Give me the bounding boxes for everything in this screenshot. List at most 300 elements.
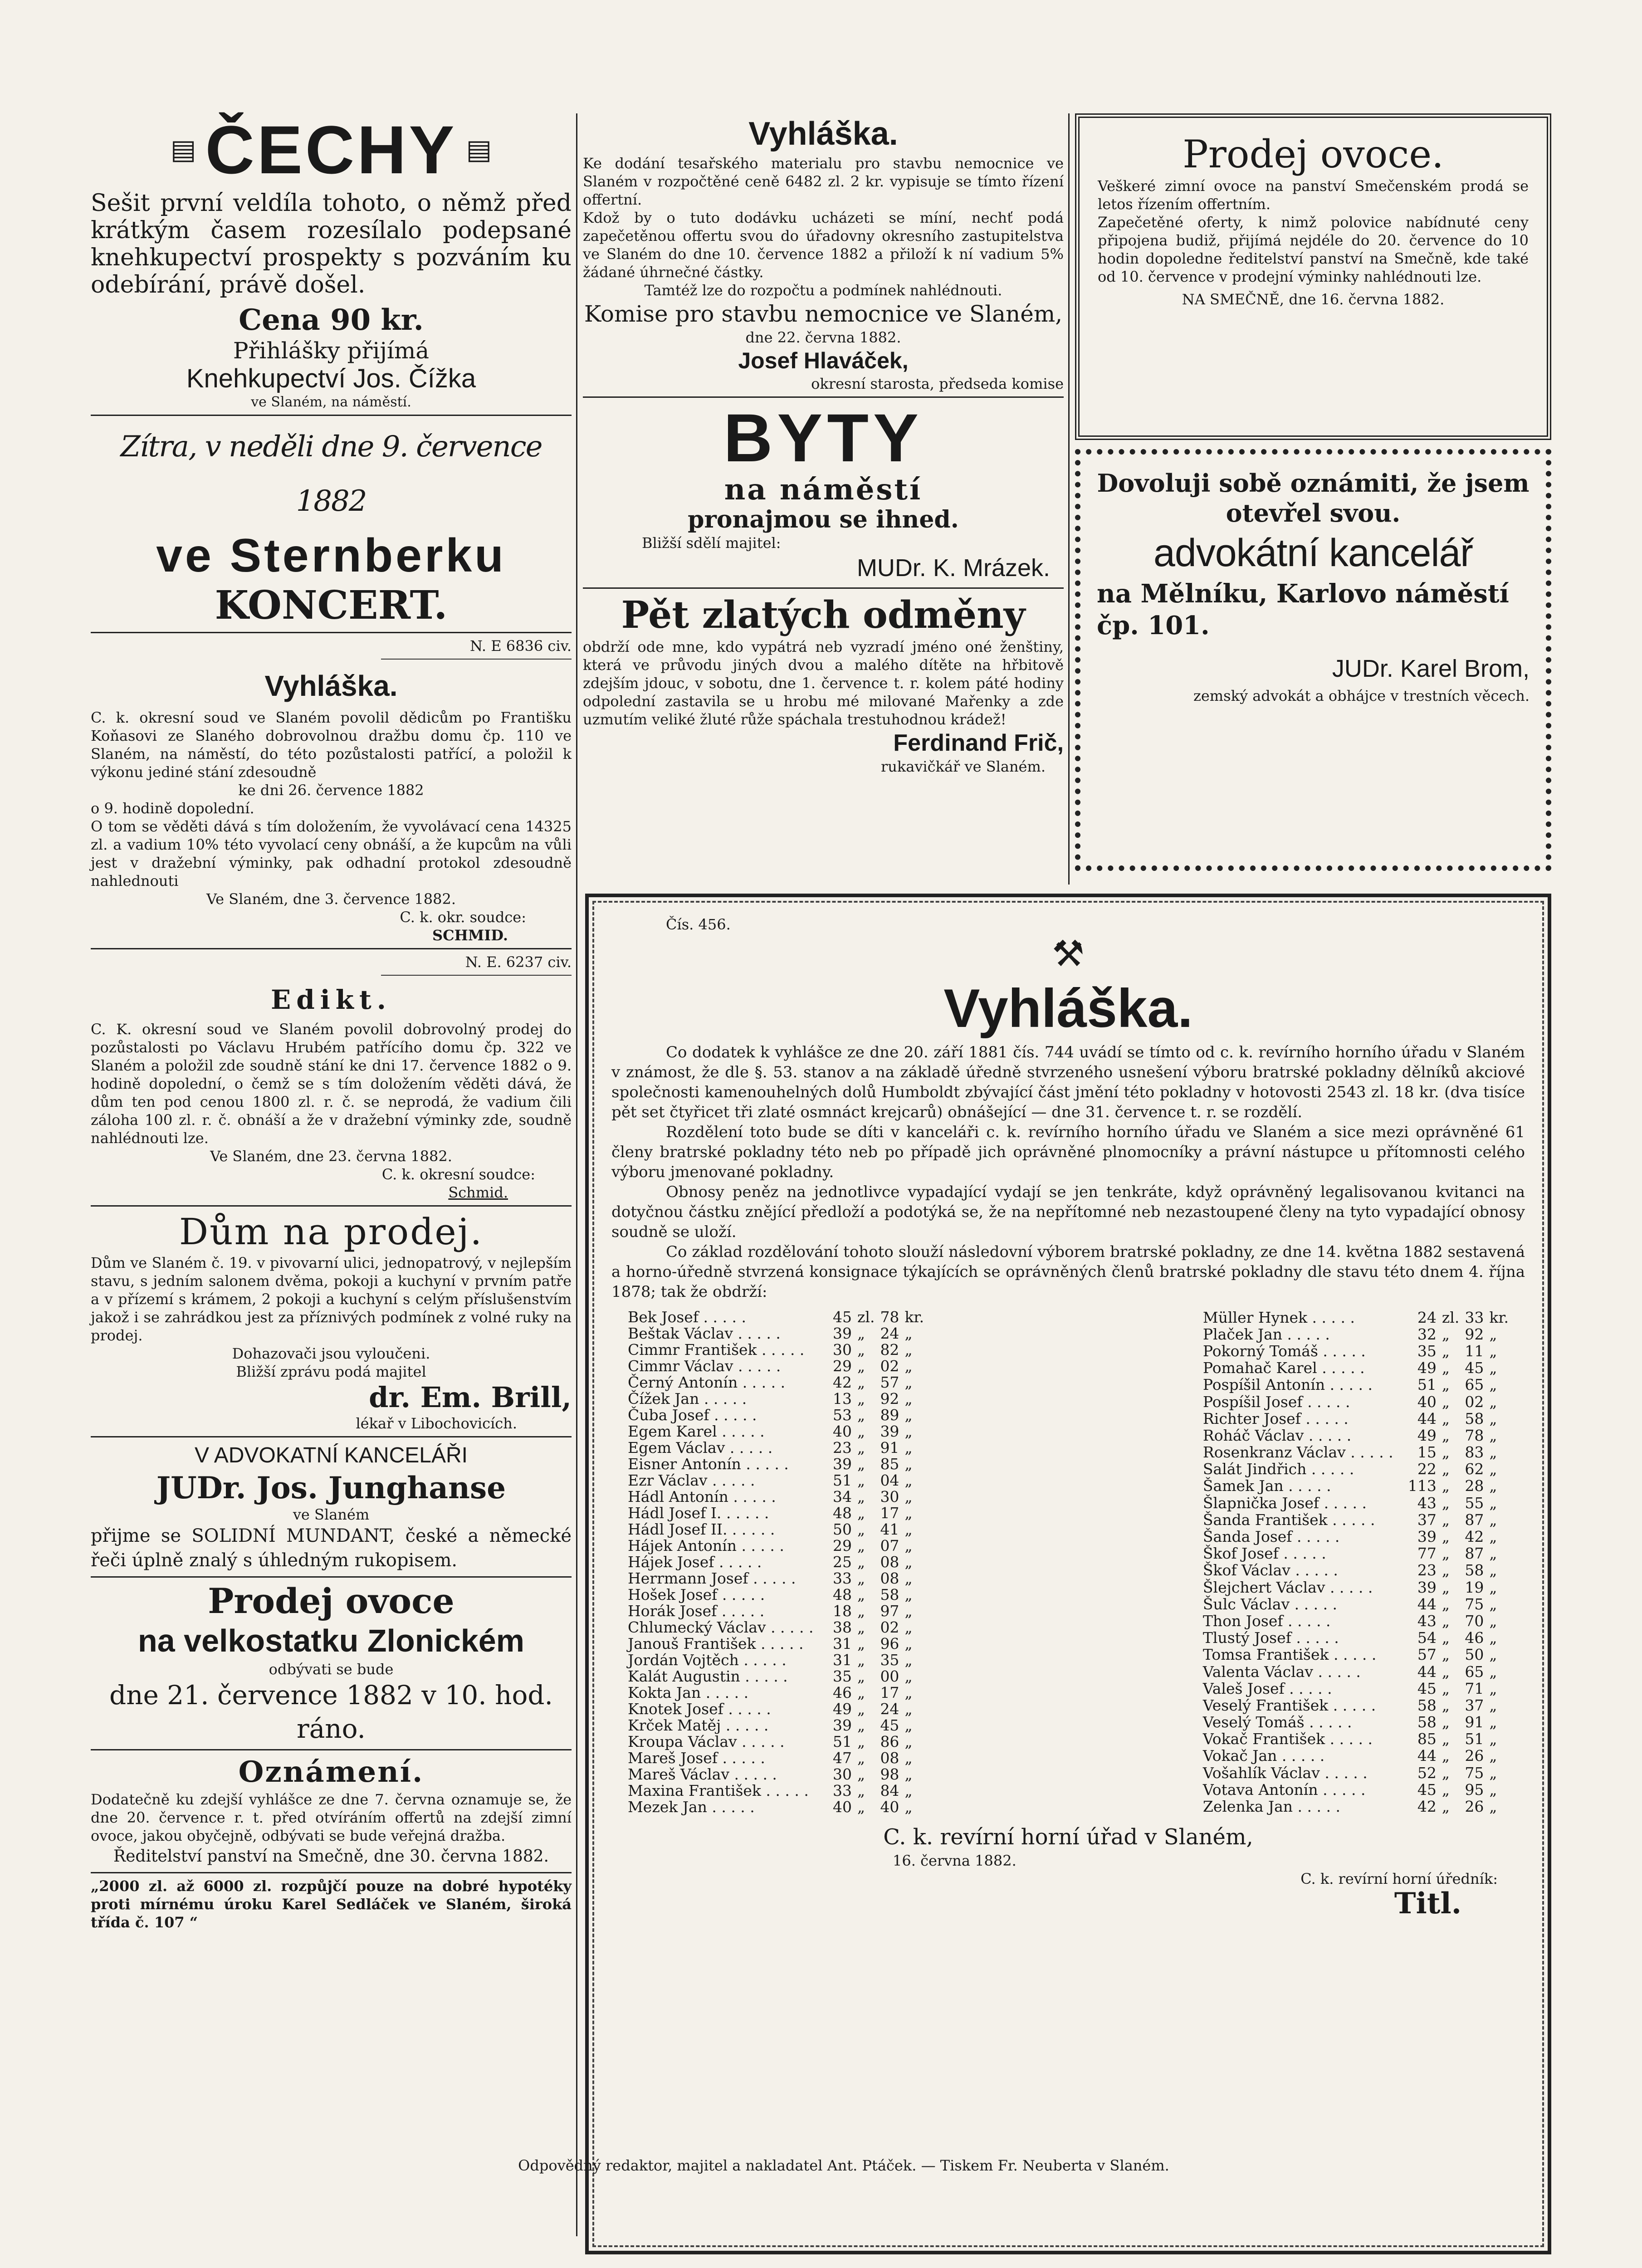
hospital-role: okresní starosta, předseda komise bbox=[811, 375, 1064, 392]
member-zl: 42 bbox=[1417, 1798, 1437, 1816]
member-unit-kr: „ bbox=[1489, 1342, 1497, 1360]
concert-date: Zítra, v neděli dne 9. července 1882 bbox=[120, 430, 542, 518]
member-unit-kr: „ bbox=[1489, 1443, 1497, 1461]
member-unit-kr: „ bbox=[1489, 1629, 1497, 1647]
member-row bbox=[1200, 1444, 1511, 1461]
member-row bbox=[625, 1472, 927, 1489]
house-owner-role: lékař v Libochovicích. bbox=[356, 1415, 517, 1432]
member-row bbox=[1200, 1798, 1511, 1815]
member-kr: 07 bbox=[880, 1537, 899, 1554]
notice-judge: C. k. okr. soudce: bbox=[400, 909, 526, 926]
announcement-title: Oznámení. bbox=[238, 1755, 424, 1789]
member-unit-zl: „ bbox=[857, 1782, 865, 1799]
member-zl: 44 bbox=[1417, 1409, 1437, 1427]
member-zl: 45 bbox=[1417, 1780, 1437, 1799]
member-row bbox=[1200, 1511, 1511, 1528]
member-row bbox=[1200, 1781, 1511, 1798]
member-row bbox=[625, 1505, 927, 1521]
notice-signed: Ve Slaném, dne 3. července 1882. bbox=[206, 890, 456, 908]
member-row bbox=[1200, 1360, 1511, 1377]
lawyer-place: ve Slaném bbox=[293, 1506, 370, 1523]
member-unit-zl: „ bbox=[857, 1341, 865, 1359]
edict-judge-name: Schmid. bbox=[448, 1184, 508, 1201]
hospital-text-3: Tamtéž lze do rozpočtu a podmínek nahlédnouti. bbox=[644, 282, 1002, 299]
announcement-text: Dodatečně ku zdejší vyhlášce ze dne 7. června oznamuje se, že dne 20. července r. t. před otvíráním offertů na zdejší zimní ovoce, jakou obyčejně, odbývati se bude veřejná dražba. bbox=[91, 1791, 572, 1844]
member-kr: 97 bbox=[880, 1602, 899, 1620]
mining-date: 16. června 1882. bbox=[893, 1852, 1016, 1869]
newspaper-page bbox=[91, 113, 1551, 2268]
flats-ad bbox=[583, 401, 1064, 584]
member-row bbox=[625, 1734, 927, 1750]
member-unit-kr: kr. bbox=[904, 1308, 924, 1326]
member-name: Škof Václav . . . . . bbox=[1202, 1561, 1338, 1579]
member-zl: 39 bbox=[833, 1325, 852, 1342]
fruit-place: na velkostatku Zlonickém bbox=[138, 1623, 524, 1658]
member-kr: 45 bbox=[1465, 1359, 1484, 1377]
member-kr: 87 bbox=[1465, 1510, 1484, 1529]
member-zl: 18 bbox=[833, 1602, 852, 1620]
member-name: Janouš František . . . . . bbox=[628, 1635, 804, 1652]
member-unit-kr: „ bbox=[1489, 1359, 1497, 1377]
member-kr: 91 bbox=[1465, 1713, 1484, 1731]
member-zl: 49 bbox=[1417, 1426, 1437, 1444]
member-unit-kr: „ bbox=[1489, 1477, 1497, 1495]
member-name: Müller Hynek . . . . . bbox=[1202, 1308, 1355, 1326]
column-rule-1 bbox=[576, 113, 577, 2236]
member-unit-zl: „ bbox=[857, 1684, 865, 1701]
member-zl: 51 bbox=[833, 1733, 852, 1750]
brom-intro: Dovoluji sobě oznámiti, že jsem otevřel svou. bbox=[1097, 469, 1530, 528]
member-unit-kr: „ bbox=[1489, 1325, 1497, 1343]
member-unit-zl: „ bbox=[1442, 1325, 1450, 1343]
member-unit-kr: „ bbox=[904, 1520, 913, 1538]
member-name: Pokorný Tomáš . . . . . bbox=[1202, 1342, 1366, 1360]
member-unit-zl: „ bbox=[857, 1602, 865, 1620]
member-zl: 48 bbox=[833, 1504, 852, 1522]
member-name: Bek Josef . . . . . bbox=[628, 1308, 746, 1326]
hospital-notice bbox=[583, 113, 1064, 393]
member-zl: 31 bbox=[833, 1635, 852, 1652]
divider bbox=[91, 1205, 572, 1207]
member-row bbox=[625, 1783, 927, 1799]
member-row bbox=[625, 1521, 927, 1538]
member-unit-zl: „ bbox=[1442, 1393, 1450, 1411]
member-unit-kr: „ bbox=[904, 1374, 913, 1391]
member-kr: 24 bbox=[880, 1325, 899, 1342]
concert-ad bbox=[91, 420, 572, 628]
brom-name: JUDr. Karel Brom, bbox=[1332, 655, 1530, 682]
member-kr: 62 bbox=[1465, 1460, 1484, 1478]
brom-role: zemský advokát a obhájce v trestních věcech. bbox=[1193, 687, 1530, 704]
member-name: Beštak Václav . . . . . bbox=[628, 1325, 781, 1342]
member-unit-zl: „ bbox=[1442, 1764, 1450, 1782]
divider bbox=[91, 948, 572, 949]
flats-title: BYTY bbox=[723, 400, 924, 476]
footer-imprint: Odpovědný redaktor, majitel a nakladatel Ant. Ptáček. — Tiskem Fr. Neuberta v Slaném. bbox=[518, 2157, 1169, 2174]
member-unit-zl: „ bbox=[857, 1586, 865, 1603]
member-row bbox=[625, 1309, 927, 1325]
member-unit-kr: „ bbox=[1489, 1561, 1497, 1579]
column-left bbox=[91, 113, 572, 1931]
member-kr: 08 bbox=[880, 1569, 899, 1587]
member-name: Tomsa František . . . . . bbox=[1202, 1646, 1377, 1664]
member-unit-zl: „ bbox=[1442, 1510, 1450, 1529]
cechy-text: Sešit první veldíla tohoto, o němž před krátkým časem rozesílalo podepsané knehkupectví prospekty s pozváním ku odebírání, právě došel. bbox=[91, 190, 572, 298]
member-kr: 02 bbox=[880, 1357, 899, 1375]
member-name: Egem Václav . . . . . bbox=[628, 1439, 773, 1457]
notice-time: o 9. hodině dopolední. bbox=[91, 800, 254, 817]
member-kr: 58 bbox=[880, 1586, 899, 1603]
member-row bbox=[1200, 1613, 1511, 1629]
member-zl: 33 bbox=[833, 1569, 852, 1587]
member-kr: 65 bbox=[1465, 1376, 1484, 1394]
notice-text-2: O tom se věděti dává s tím doložením, že vyvolávací cena 14325 zl. a vadium 10% této vyvolací ceny obnáší, a že kupcům na vůli jest v dražební výminky, pak odhadní protokol zdesoudně nahlednouti bbox=[91, 818, 572, 890]
member-zl: 52 bbox=[1417, 1764, 1437, 1782]
reward-text: obdrží ode mne, kdo vypátrá neb vyzradí jméno oné ženštiny, která ve průvodu jiných dvou a malého dítěte na hřbitově zdejším jdouc, v sobotu, dne 1. července t. r. kolem páté hodiny odpolední zastavila se u hrobu mé milované Mařenky a zde uzmutím veliké žluté růže spáchala trestuhodnou krádež! bbox=[583, 638, 1064, 728]
brom-lawyer-ad bbox=[1075, 449, 1551, 871]
member-name: Rosenkranz Václav . . . . . bbox=[1202, 1443, 1393, 1461]
member-zl: 23 bbox=[833, 1439, 852, 1457]
edict-ref: N. E. 6237 civ. bbox=[465, 953, 572, 971]
concert-title: KONCERT. bbox=[215, 582, 448, 628]
hospital-title: Vyhláška. bbox=[748, 116, 898, 152]
member-zl: 13 bbox=[833, 1390, 852, 1408]
loan-ad bbox=[91, 1877, 572, 1931]
member-row bbox=[625, 1603, 927, 1619]
member-zl: 39 bbox=[1417, 1528, 1437, 1546]
member-unit-zl: „ bbox=[857, 1357, 865, 1375]
member-unit-zl: „ bbox=[857, 1716, 865, 1734]
member-row bbox=[1200, 1680, 1511, 1697]
divider bbox=[91, 1749, 572, 1750]
divider bbox=[91, 1576, 572, 1578]
member-row bbox=[625, 1652, 927, 1668]
member-kr: 17 bbox=[880, 1684, 899, 1701]
member-unit-zl: „ bbox=[1442, 1713, 1450, 1731]
member-row bbox=[1200, 1377, 1511, 1393]
member-unit-kr: „ bbox=[904, 1602, 913, 1620]
member-unit-zl: „ bbox=[1442, 1646, 1450, 1664]
lawyer-name: JUDr. Jos. Junghanse bbox=[156, 1470, 506, 1505]
divider bbox=[91, 632, 572, 633]
member-unit-kr: „ bbox=[1489, 1747, 1497, 1765]
member-name: Černý Antonín . . . . . bbox=[628, 1374, 786, 1391]
house-info: Bližší zprávu podá majitel bbox=[236, 1363, 426, 1380]
edict-signed: Ve Slaném, dne 23. června 1882. bbox=[210, 1148, 452, 1165]
member-kr: 75 bbox=[1465, 1764, 1484, 1782]
member-unit-kr: „ bbox=[1489, 1528, 1497, 1546]
member-row bbox=[625, 1456, 927, 1472]
member-unit-zl: „ bbox=[857, 1471, 865, 1489]
member-unit-kr: „ bbox=[1489, 1578, 1497, 1596]
member-unit-kr: „ bbox=[904, 1357, 913, 1375]
member-kr: 33 bbox=[1465, 1308, 1484, 1326]
mining-office: C. k. revírní horní úřad v Slaném, bbox=[883, 1824, 1253, 1850]
hospital-committee: Komise pro stavbu nemocnice ve Slaném, bbox=[584, 301, 1063, 327]
hospital-text: Ke dodání tesařského materialu pro stavbu nemocnice ve Slaném v rozpočtěné ceně 6482 zl. 2 kr. vypisuje se tímto řízení offertní. bbox=[583, 155, 1064, 208]
member-zl: 48 bbox=[833, 1586, 852, 1603]
member-row bbox=[625, 1407, 927, 1423]
member-row bbox=[1200, 1596, 1511, 1613]
house-text: Dům ve Slaném č. 19. v pivovarní ulici, jednopatrový, v nejlepším stavu, s jedním salonem dvěma, pokoji a kuchyní v prvním patře a v přízemí s krámem, 2 pokoji a kuchyní s celým příslušenstvím jakož i se zahrádkou jest za příznivých podmínek z volné ruky na prodej. bbox=[91, 1254, 572, 1344]
member-name: Šlejchert Václav . . . . . bbox=[1202, 1578, 1373, 1596]
member-zl: 44 bbox=[1417, 1662, 1437, 1681]
member-name: Hádl Josef I. . . . . . bbox=[628, 1504, 769, 1522]
member-unit-kr: „ bbox=[904, 1733, 913, 1750]
member-row bbox=[625, 1440, 927, 1456]
column-right bbox=[1075, 113, 1551, 871]
member-kr: 98 bbox=[880, 1765, 899, 1783]
member-unit-zl: „ bbox=[857, 1439, 865, 1457]
member-row bbox=[1200, 1748, 1511, 1765]
member-kr: 42 bbox=[1465, 1528, 1484, 1546]
member-zl: 54 bbox=[1417, 1629, 1437, 1647]
member-row bbox=[1200, 1427, 1511, 1444]
member-unit-zl: „ bbox=[857, 1504, 865, 1522]
member-name: Vokač František . . . . . bbox=[1202, 1730, 1373, 1748]
member-unit-zl: „ bbox=[857, 1733, 865, 1750]
fruit-date: dne 21. července 1882 v 10. hod. ráno. bbox=[109, 1680, 553, 1744]
member-kr: 84 bbox=[880, 1782, 899, 1799]
member-name: Cimmr Václav . . . . . bbox=[628, 1357, 781, 1375]
member-kr: 89 bbox=[880, 1406, 899, 1424]
ornament-right-icon: ▤ bbox=[466, 134, 492, 166]
member-unit-zl: „ bbox=[857, 1537, 865, 1554]
fruit-when: odbývati se bude bbox=[269, 1661, 394, 1678]
member-name: Herrmann Josef . . . . . bbox=[628, 1569, 796, 1587]
member-row bbox=[1200, 1647, 1511, 1663]
member-row bbox=[625, 1374, 927, 1391]
member-unit-kr: „ bbox=[1489, 1696, 1497, 1714]
member-row bbox=[625, 1717, 927, 1734]
member-kr: 50 bbox=[1465, 1646, 1484, 1664]
member-kr: 35 bbox=[880, 1651, 899, 1669]
member-row bbox=[625, 1668, 927, 1685]
mining-notice bbox=[585, 894, 1551, 2254]
member-unit-zl: „ bbox=[857, 1765, 865, 1783]
hospital-name: Josef Hlaváček, bbox=[738, 348, 909, 373]
member-unit-zl: „ bbox=[1442, 1696, 1450, 1714]
cechy-ad bbox=[91, 113, 572, 411]
smecno-fruit-title: Prodej ovoce. bbox=[1183, 132, 1444, 176]
member-name: Vošahlík Václav . . . . . bbox=[1202, 1764, 1368, 1782]
member-unit-kr: „ bbox=[904, 1765, 913, 1783]
member-unit-zl: „ bbox=[1442, 1460, 1450, 1478]
edict-text: C. K. okresní soud ve Slaném povolil dobrovolný prodej do pozůstalosti po Václavu Hrubém patřícího domu čp. 322 ve Slaném a položil zde soudně stání ke dni 17. července 1882 o 9. hodině dopolední, o čemž se s tím doložením věděti dává, že dům ten pod cenou 1800 zl. r. č. se neprodá, že vadium čili záloha 100 zl. r. č. obnáší a že v dražební výminky zde, soudně nahlédnouti lze. bbox=[91, 1021, 572, 1147]
member-row bbox=[625, 1570, 927, 1587]
member-unit-kr: „ bbox=[904, 1488, 913, 1505]
member-zl: 29 bbox=[833, 1357, 852, 1375]
member-unit-kr: „ bbox=[1489, 1376, 1497, 1394]
member-zl: 44 bbox=[1417, 1595, 1437, 1613]
member-kr: 96 bbox=[880, 1635, 899, 1652]
member-kr: 39 bbox=[880, 1422, 899, 1440]
member-unit-kr: „ bbox=[1489, 1426, 1497, 1444]
member-unit-kr: „ bbox=[904, 1782, 913, 1799]
member-row bbox=[625, 1325, 927, 1342]
member-name: Škof Josef . . . . . bbox=[1202, 1545, 1326, 1563]
member-zl: 113 bbox=[1407, 1477, 1437, 1495]
member-name: Pospíšil Antonín . . . . . bbox=[1202, 1376, 1373, 1394]
member-kr: 57 bbox=[880, 1374, 899, 1391]
mining-official: C. k. revírní horní úředník: bbox=[1300, 1870, 1498, 1887]
member-zl: 39 bbox=[833, 1455, 852, 1473]
member-unit-zl: „ bbox=[1442, 1528, 1450, 1546]
member-kr: 65 bbox=[1465, 1662, 1484, 1681]
member-kr: 91 bbox=[880, 1439, 899, 1457]
member-unit-zl: „ bbox=[1442, 1426, 1450, 1444]
column-middle bbox=[583, 113, 1064, 776]
member-row bbox=[1200, 1461, 1511, 1478]
member-unit-zl: „ bbox=[1442, 1679, 1450, 1697]
member-name: Knotek Josef . . . . . bbox=[628, 1700, 771, 1718]
announcement bbox=[91, 1754, 572, 1868]
member-unit-kr: „ bbox=[1489, 1494, 1497, 1512]
member-unit-zl: „ bbox=[1442, 1477, 1450, 1495]
member-unit-zl: „ bbox=[1442, 1443, 1450, 1461]
lawyer-header: V ADVOKATNÍ KANCELÁŘI bbox=[195, 1443, 468, 1467]
member-name: Egem Karel . . . . . bbox=[628, 1422, 765, 1440]
member-name: Vokač Jan . . . . . bbox=[1202, 1747, 1325, 1765]
house-ad bbox=[91, 1210, 572, 1432]
member-zl: 35 bbox=[833, 1667, 852, 1685]
member-zl: 30 bbox=[833, 1341, 852, 1359]
member-zl: 51 bbox=[833, 1471, 852, 1489]
member-unit-zl: „ bbox=[1442, 1561, 1450, 1579]
member-zl: 33 bbox=[833, 1782, 852, 1799]
member-row bbox=[625, 1358, 927, 1374]
edict bbox=[91, 953, 572, 1202]
member-unit-zl: „ bbox=[857, 1553, 865, 1571]
member-unit-zl: zl. bbox=[1442, 1308, 1460, 1326]
reward-ad bbox=[583, 592, 1064, 776]
members-tables bbox=[611, 1309, 1525, 1815]
member-unit-zl: „ bbox=[1442, 1612, 1450, 1630]
member-row bbox=[1200, 1393, 1511, 1410]
member-row bbox=[625, 1619, 927, 1636]
member-unit-zl: „ bbox=[1442, 1629, 1450, 1647]
member-kr: 11 bbox=[1465, 1342, 1484, 1360]
notice-auction bbox=[91, 637, 572, 944]
member-zl: 43 bbox=[1417, 1494, 1437, 1512]
member-name: Šulc Václav . . . . . bbox=[1202, 1595, 1338, 1613]
member-name: Horák Josef . . . . . bbox=[628, 1602, 765, 1620]
member-zl: 40 bbox=[833, 1422, 852, 1440]
member-kr: 08 bbox=[880, 1749, 899, 1767]
member-row bbox=[625, 1636, 927, 1652]
member-zl: 37 bbox=[1417, 1510, 1437, 1529]
member-kr: 04 bbox=[880, 1471, 899, 1489]
member-row bbox=[625, 1342, 927, 1358]
cechy-price: Cena 90 kr. bbox=[239, 303, 424, 337]
member-row bbox=[1200, 1630, 1511, 1647]
member-unit-zl: „ bbox=[857, 1618, 865, 1636]
fruit-title: Prodej ovoce bbox=[208, 1581, 454, 1621]
divider bbox=[583, 396, 1064, 398]
member-kr: 45 bbox=[880, 1716, 899, 1734]
member-unit-zl: „ bbox=[857, 1455, 865, 1473]
lawyer-mundant-ad bbox=[91, 1441, 572, 1573]
member-kr: 71 bbox=[1465, 1679, 1484, 1697]
flats-owner: MUDr. K. Mrázek. bbox=[856, 554, 1050, 582]
member-name: Salát Jindřich . . . . . bbox=[1202, 1460, 1354, 1478]
member-unit-zl: „ bbox=[857, 1488, 865, 1505]
member-unit-kr: „ bbox=[904, 1504, 913, 1522]
member-zl: 39 bbox=[833, 1716, 852, 1734]
member-row bbox=[625, 1554, 927, 1570]
member-name: Pomahač Karel . . . . . bbox=[1202, 1359, 1365, 1377]
member-unit-kr: „ bbox=[1489, 1679, 1497, 1697]
smecno-fruit-text-2: Zapečetěné oferty, k nimž polovice nabídnuté ceny připojena budiž, přijímá nejdéle do 20. července do 10 hodin dopoledne ředitelství panství na Smečně, kde také od 10. července v prodejní výminky nahlédnouti lze. bbox=[1098, 214, 1529, 285]
member-kr: 02 bbox=[880, 1618, 899, 1636]
member-zl: 58 bbox=[1417, 1713, 1437, 1731]
member-zl: 29 bbox=[833, 1537, 852, 1554]
house-title: Dům na prodej. bbox=[179, 1211, 483, 1253]
member-unit-kr: „ bbox=[904, 1537, 913, 1554]
mining-official-name: Titl. bbox=[1394, 1887, 1461, 1921]
cechy-title: ČECHY bbox=[205, 112, 457, 188]
member-name: Šanda Josef . . . . . bbox=[1202, 1528, 1340, 1546]
member-zl: 40 bbox=[1417, 1393, 1437, 1411]
member-unit-kr: „ bbox=[904, 1586, 913, 1603]
member-unit-zl: „ bbox=[1442, 1798, 1450, 1816]
member-row bbox=[625, 1423, 927, 1440]
hospital-text-2: Kdož by o tuto dodávku ucházeti se míní, nechť podá zapečetěnou offertu svou do úřadovny okresního zastupitelstva ve Slaném do dne 10. července 1882 a přiloží k ní vadium 5% žádané úhrnečné částky. bbox=[583, 209, 1064, 281]
member-unit-zl: „ bbox=[1442, 1409, 1450, 1427]
member-unit-kr: „ bbox=[1489, 1713, 1497, 1731]
concert-place: ve Sternberku bbox=[156, 529, 506, 582]
member-name: Kroupa Václav . . . . . bbox=[628, 1733, 785, 1750]
member-unit-kr: „ bbox=[904, 1569, 913, 1587]
member-row bbox=[1200, 1545, 1511, 1562]
ornament-left-icon: ▤ bbox=[170, 134, 196, 166]
member-name: Šamek Jan . . . . . bbox=[1202, 1477, 1331, 1495]
member-unit-zl: „ bbox=[1442, 1730, 1450, 1748]
member-name: Cimmr František . . . . . bbox=[628, 1341, 805, 1359]
member-name: Kokta Jan . . . . . bbox=[628, 1684, 749, 1701]
member-unit-zl: „ bbox=[1442, 1545, 1450, 1563]
member-name: Mezek Jan . . . . . bbox=[628, 1798, 755, 1816]
member-unit-zl: „ bbox=[857, 1569, 865, 1587]
member-zl: 77 bbox=[1417, 1545, 1437, 1563]
member-name: Čuba Josef . . . . . bbox=[628, 1406, 757, 1424]
member-unit-zl: „ bbox=[1442, 1780, 1450, 1799]
member-unit-kr: „ bbox=[904, 1439, 913, 1457]
member-row bbox=[625, 1750, 927, 1766]
member-unit-zl: „ bbox=[857, 1635, 865, 1652]
member-kr: 24 bbox=[880, 1700, 899, 1718]
member-name: Krček Matěj . . . . . bbox=[628, 1716, 769, 1734]
member-name: Maxina František . . . . . bbox=[628, 1782, 809, 1799]
members-table-right bbox=[1200, 1309, 1511, 1815]
member-name: Eisner Antonín . . . . . bbox=[628, 1455, 789, 1473]
mining-title: Vyhláška. bbox=[943, 978, 1193, 1039]
member-zl: 45 bbox=[1417, 1679, 1437, 1697]
member-row bbox=[1200, 1579, 1511, 1596]
house-owner: dr. Em. Brill, bbox=[369, 1381, 572, 1414]
divider bbox=[91, 1436, 572, 1437]
member-unit-zl: „ bbox=[1442, 1342, 1450, 1360]
member-unit-zl: „ bbox=[1442, 1747, 1450, 1765]
member-name: Tlustý Josef . . . . . bbox=[1202, 1629, 1339, 1647]
reward-role: rukavičkář ve Slaném. bbox=[880, 758, 1046, 775]
loan-text: „2000 zl. až 6000 zl. rozpůjčí pouze na dobré hypotéky proti mírnému úroku Karel Sedláček ve Slaném, široká třída č. 107 “ bbox=[91, 1877, 572, 1931]
member-row bbox=[1200, 1714, 1511, 1731]
member-unit-kr: „ bbox=[904, 1325, 913, 1342]
member-zl: 38 bbox=[833, 1618, 852, 1636]
cechy-seller: Knehkupectví Jos. Čížka bbox=[186, 364, 476, 393]
member-unit-kr: „ bbox=[1489, 1545, 1497, 1563]
